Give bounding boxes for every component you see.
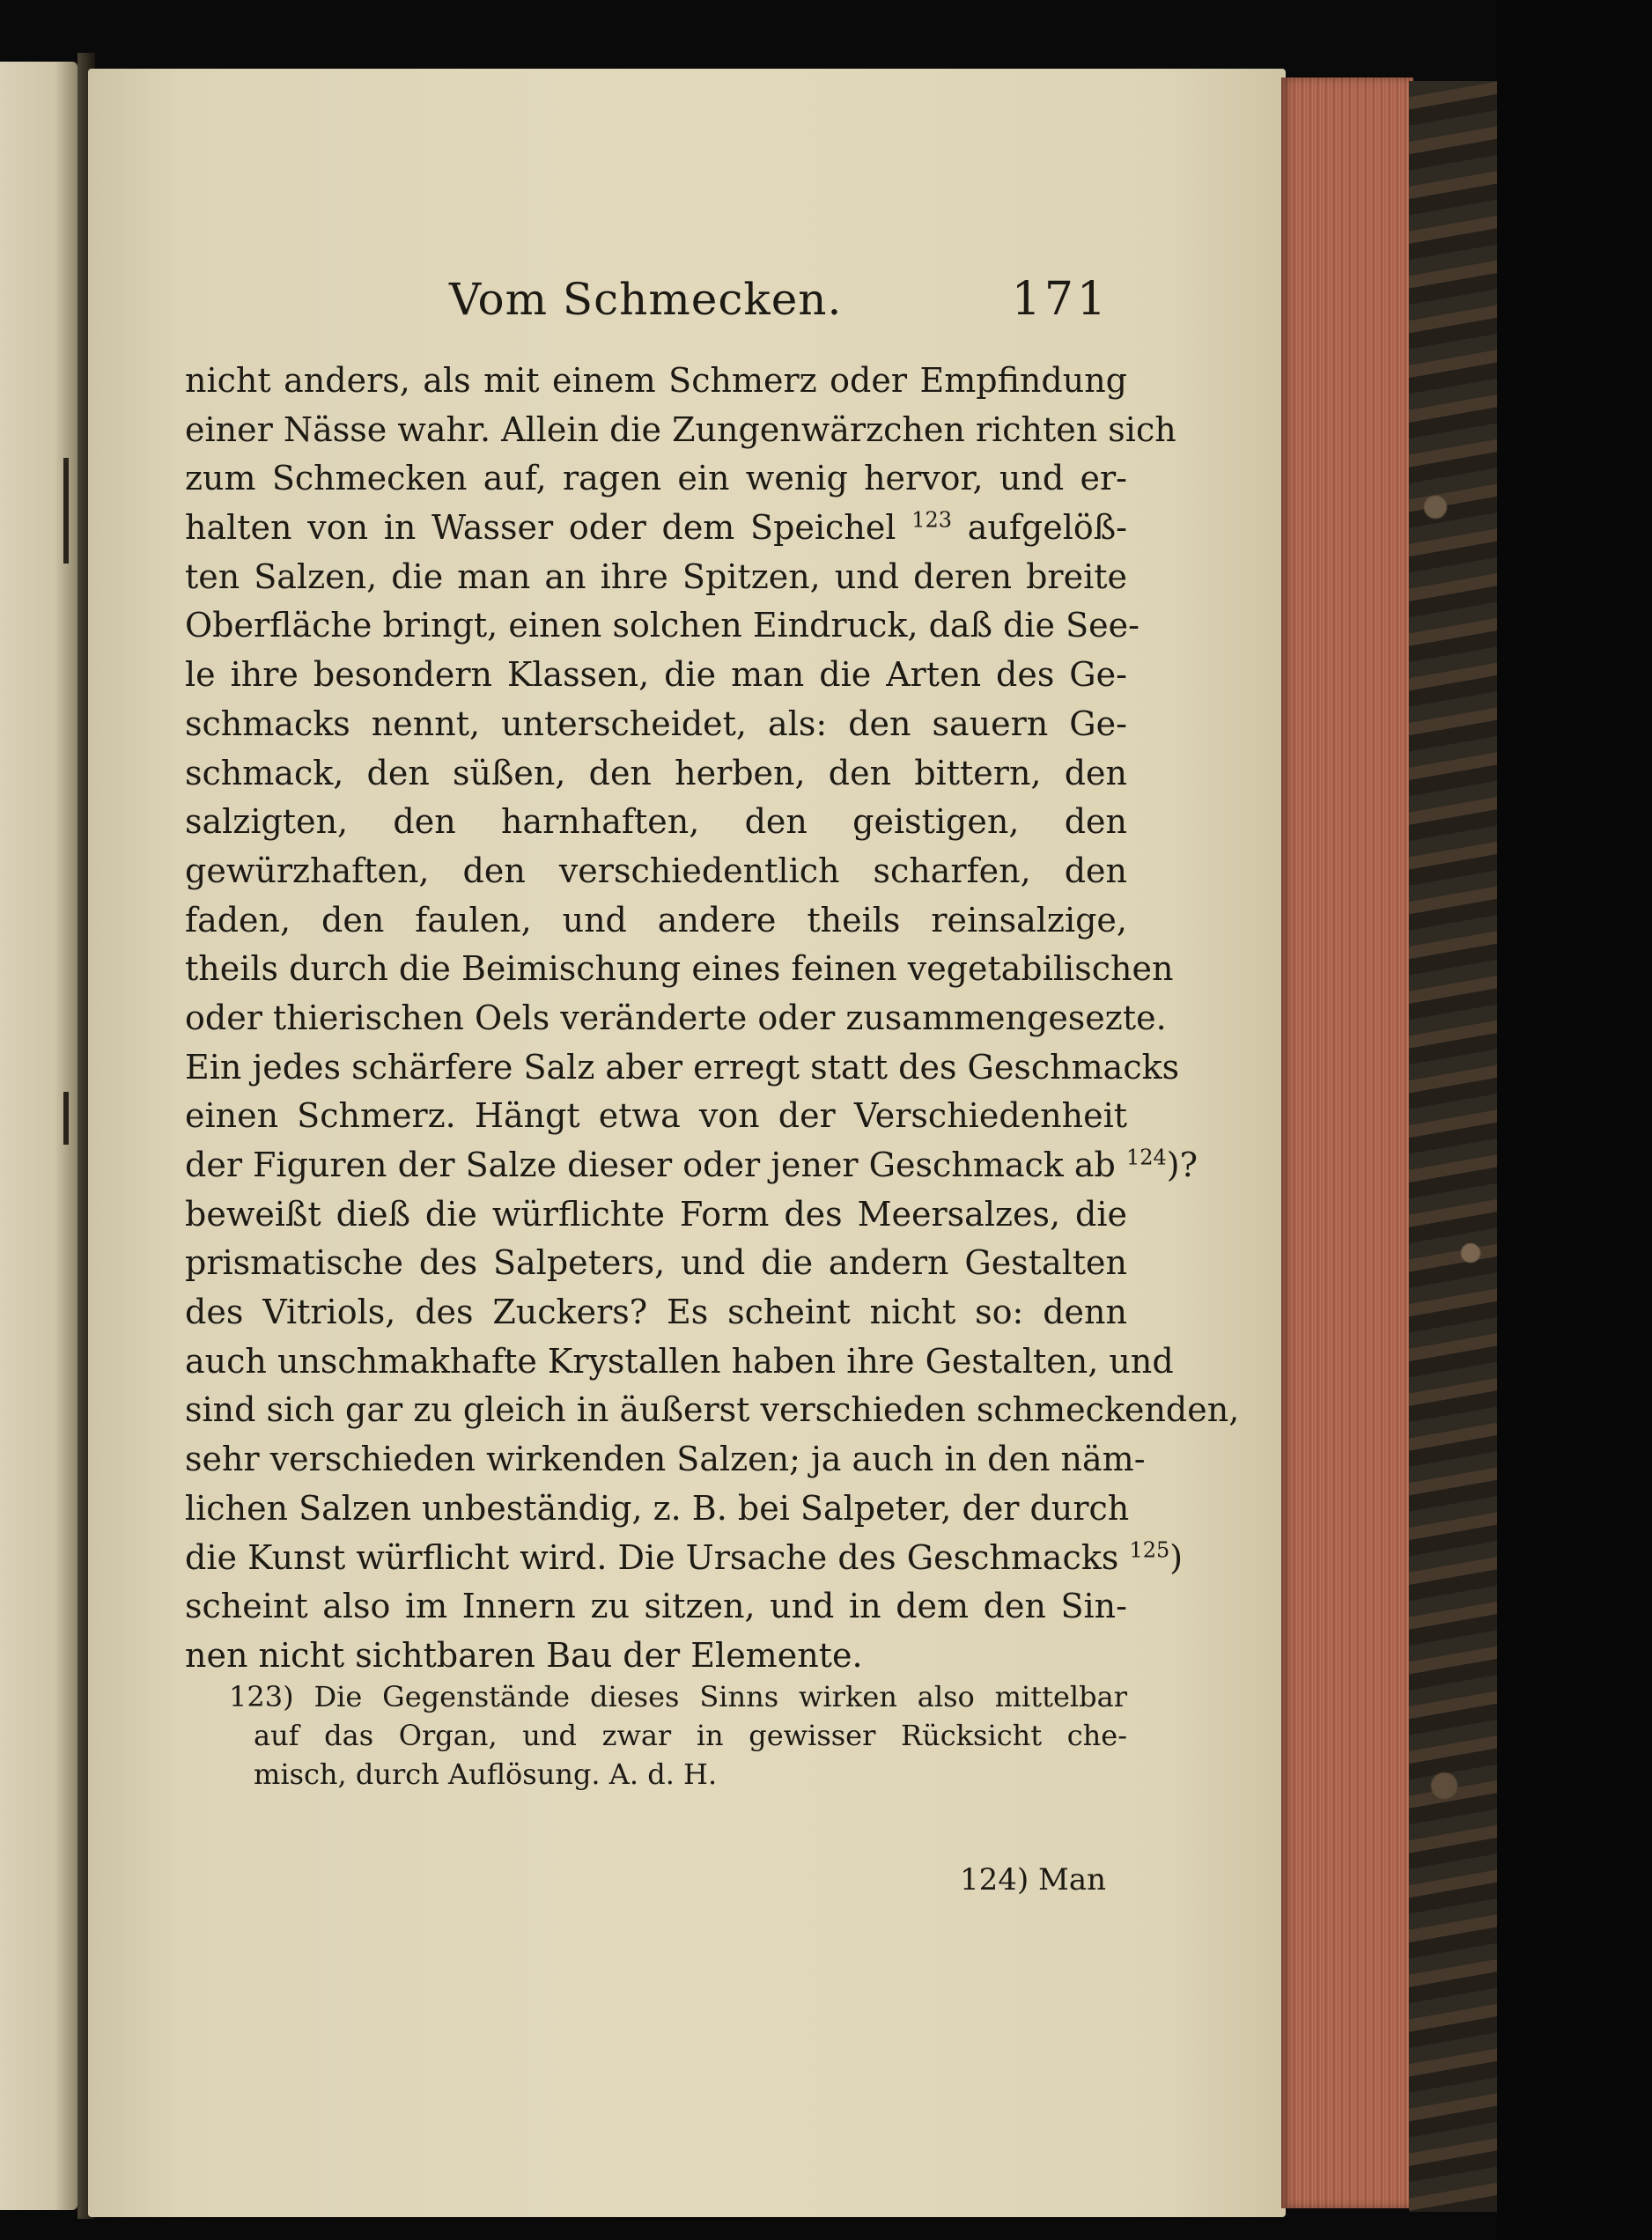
- text-line: beweißt dieß die würflichte Form des Meersalzes, die: [185, 1194, 1127, 1234]
- text-line: des Vitriols, des Zuckers? Es scheint nicht so: denn: [185, 1293, 1127, 1332]
- text-block: [185, 0, 1240, 2240]
- margin-mark: [63, 1092, 69, 1145]
- text-line: oder thierischen Oels veränderte oder zusammengesezte.: [185, 998, 1167, 1037]
- text-line: theils durch die Beimischung eines feinen vegetabilischen: [185, 949, 1174, 989]
- text-line: halten von in Wasser oder dem Speichel $^{123}$ aufgelöß-: [185, 507, 1127, 548]
- text-line: gewürzhaften, den verschiedentlich scharfen, den: [185, 851, 1127, 890]
- text-line: le ihre besondern Klassen, die man die Arten des Ge-: [185, 655, 1127, 695]
- text-line: zum Schmecken auf, ragen ein wenig hervor, und er-: [185, 459, 1127, 498]
- margin-mark: [63, 458, 69, 564]
- text-line: scheint also im Innern zu sitzen, und in dem den Sin-: [185, 1587, 1127, 1626]
- text-line: nicht anders, als mit einem Schmerz oder Empfindung: [185, 361, 1127, 400]
- text-fragment: ): [1169, 1537, 1184, 1577]
- footnote-ref: 125: [1129, 1536, 1170, 1562]
- footnote-line: 123) Die Gegenstände dieses Sinns wirken also mittelbar: [229, 1680, 1127, 1713]
- footnotes: [185, 1677, 1127, 1794]
- scan-edge: [1497, 0, 1652, 2240]
- text-line: salzigten, den harnhaften, den geistigen, den: [185, 802, 1127, 842]
- text-line: einer Nässe wahr. Allein die Zungenwärzchen richten sich: [185, 409, 1176, 449]
- page-number: 171: [1011, 273, 1110, 326]
- footnote-ref: 124: [1125, 1145, 1167, 1170]
- text-line: sind sich gar zu gleich in äußerst verschieden schmeckenden,: [185, 1390, 1240, 1430]
- text-line: prismatische des Salpeters, und die andern Gestalten: [185, 1243, 1127, 1283]
- footnote-line: auf das Organ, und zwar in gewisser Rücksicht che-: [254, 1719, 1127, 1752]
- page-edges: [1281, 77, 1413, 2208]
- text-line: auch unschmakhafte Krystallen haben ihre Gestalten, und: [185, 1341, 1174, 1381]
- text-fragment: aufgelöß-: [952, 508, 1127, 548]
- marbled-cover: [1409, 81, 1497, 2212]
- text-line: lichen Salzen unbeständig, z. B. bei Salpeter, der durch: [185, 1488, 1130, 1528]
- text-line: faden, den faulen, und andere theils reinsalzige,: [185, 900, 1127, 939]
- text-line: sehr verschieden wirkenden Salzen; ja auch in den näm-: [185, 1440, 1146, 1479]
- catchword: 124) Man: [960, 1862, 1106, 1897]
- text-line: Oberfläche bringt, einen solchen Eindruck, daß die See-: [185, 606, 1139, 645]
- running-title: Vom Schmecken.: [449, 274, 843, 325]
- text-line: einen Schmerz. Hängt etwa von der Verschiedenheit: [185, 1096, 1127, 1136]
- text-line: nen nicht sichtbaren Bau der Elemente.: [185, 1635, 863, 1675]
- footnote-line: misch, durch Auflösung. A. d. H.: [254, 1757, 718, 1791]
- footnote-ref: 123: [911, 507, 953, 533]
- text-line: der Figuren der Salze dieser oder jener Geschmack ab $^{124}$)?: [185, 1145, 1198, 1184]
- text-line: Ein jedes schärfere Salz aber erregt statt des Geschmacks: [185, 1047, 1180, 1087]
- text-fragment: )?: [1166, 1146, 1198, 1184]
- body-text: [185, 357, 1240, 1681]
- running-head: [185, 264, 1127, 335]
- text-line: ten Salzen, die man an ihre Spitzen, und deren breite: [185, 556, 1127, 596]
- text-line: die Kunst würflicht wird. Die Ursache des Geschmacks $^{125}$): [185, 1536, 1184, 1577]
- text-line: schmack, den süßen, den herben, den bittern, den: [185, 753, 1127, 792]
- text-line: schmacks nennt, unterscheidet, als: den sauern Ge-: [185, 704, 1127, 743]
